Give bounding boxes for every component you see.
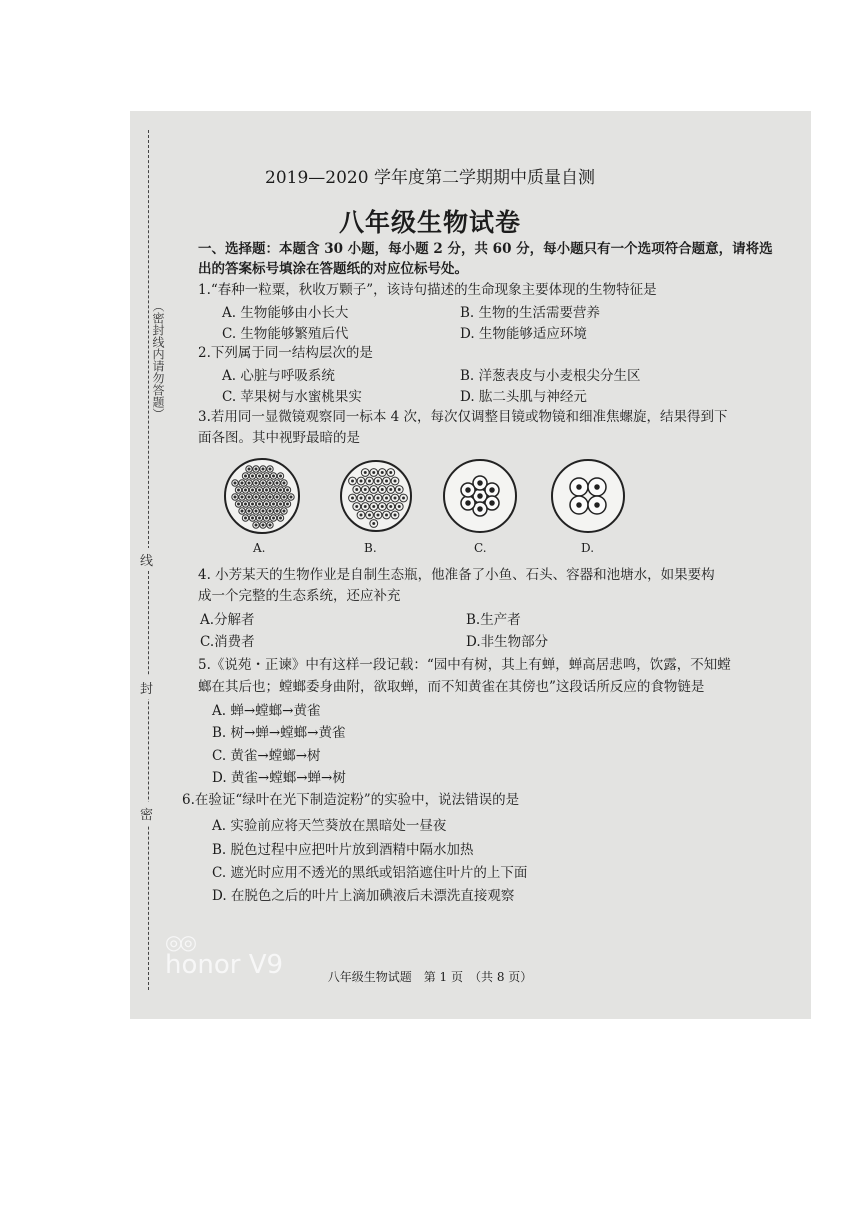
cell-nucleus xyxy=(234,496,236,498)
cell-nucleus xyxy=(377,480,379,482)
cell-nucleus xyxy=(386,514,388,516)
cell-nucleus xyxy=(269,468,271,470)
question-5-option-d: D. 黄雀→螳螂→蝉→树 xyxy=(212,770,346,786)
cell-nucleus xyxy=(255,524,257,526)
cell-nucleus xyxy=(273,489,275,491)
cell-nucleus xyxy=(352,497,354,499)
question-2-option-c: C. 苹果树与水蜜桃果实 xyxy=(222,389,362,405)
question-6-option-b: B. 脱色过程中应把叶片放到酒精中隔水加热 xyxy=(212,842,474,858)
cell-nucleus xyxy=(373,472,375,474)
question-5-option-b: B. 树→蝉→螳螂→黄雀 xyxy=(212,725,346,741)
cell-nucleus xyxy=(280,503,282,505)
cell-nucleus xyxy=(280,489,282,491)
cell-nucleus xyxy=(403,497,405,499)
cell-nucleus xyxy=(269,524,271,526)
question-1-option-a: A. 生物能够由小长大 xyxy=(222,305,349,321)
figure-label-c: C. xyxy=(474,541,487,555)
cell-nucleus xyxy=(248,468,250,470)
question-5-option-a: A. 蝉→螳螂→黄雀 xyxy=(212,703,321,719)
section-instructions: 一、选择题：本题含 30 小题，每小题 2 分，共 60 分，每小题只有一个选项符合题意，请将选出的答案标号填涂在答题纸的对应位标号处。 xyxy=(198,241,773,277)
cell-nucleus xyxy=(255,482,257,484)
cell-nucleus xyxy=(364,506,366,508)
camera-watermark xyxy=(165,930,284,980)
cell-nucleus xyxy=(273,503,275,505)
cell-nucleus xyxy=(369,514,371,516)
cell-nucleus xyxy=(262,482,264,484)
microscope-field-c xyxy=(440,456,520,536)
cell-nucleus xyxy=(478,507,482,511)
cell-nucleus xyxy=(262,496,264,498)
cell-nucleus xyxy=(490,501,494,505)
cell-nucleus xyxy=(252,503,254,505)
question-1-option-d: D. 生物能够适应环境 xyxy=(460,326,587,342)
cell-nucleus xyxy=(466,488,470,492)
question-6-option-a: A. 实验前应将天竺葵放在黑暗处一昼夜 xyxy=(212,818,447,834)
cell-nucleus xyxy=(398,506,400,508)
question-3-stem-line-2: 面各图。其中视野最暗的是 xyxy=(198,430,360,446)
cell-nucleus xyxy=(356,506,358,508)
figure-label-b: B. xyxy=(364,541,377,555)
question-1-stem: 1.“春种一粒粟，秋收万颗子”，该诗句描述的生命现象主要体现的生物特征是 xyxy=(198,282,657,298)
cell-nucleus xyxy=(373,489,375,491)
question-1-option-c: C. 生物能够繁殖后代 xyxy=(222,326,349,342)
question-6-option-d: D. 在脱色之后的叶片上滴加碘液后未漂洗直接观察 xyxy=(212,888,515,904)
cell-nucleus xyxy=(259,475,261,477)
question-6-option-c: C. 遮光时应用不透光的黑纸或铝箔遮住叶片的上下面 xyxy=(212,865,528,881)
cell-nucleus xyxy=(252,475,254,477)
question-4-option-d: D.非生物部分 xyxy=(466,634,549,650)
cell-nucleus xyxy=(360,497,362,499)
cell-nucleus xyxy=(234,482,236,484)
cell-nucleus xyxy=(595,503,599,507)
cell-nucleus xyxy=(259,517,261,519)
cell-nucleus xyxy=(390,472,392,474)
cell-nucleus xyxy=(269,482,271,484)
cell-nucleus xyxy=(238,489,240,491)
cell-nucleus xyxy=(252,489,254,491)
cell-nucleus xyxy=(577,485,581,489)
question-4-stem-line-2: 成一个完整的生态系统，还应补充 xyxy=(198,588,401,604)
cell-nucleus xyxy=(381,506,383,508)
question-4-stem-line-1: 4. 小芳某天的生物作业是自制生态瓶，他准备了小鱼、石头、容器和池塘水，如果要构 xyxy=(198,567,715,583)
cell-nucleus xyxy=(245,475,247,477)
cell-nucleus xyxy=(394,514,396,516)
question-1-option-b: B. 生物的生活需要营养 xyxy=(460,305,601,321)
question-2-stem: 2.下列属于同一结构层次的是 xyxy=(198,345,373,361)
question-2-option-b: B. 洋葱表皮与小麦根尖分生区 xyxy=(460,368,641,384)
cell-nucleus xyxy=(290,496,292,498)
cell-nucleus xyxy=(381,472,383,474)
cell-nucleus xyxy=(262,524,264,526)
page-footer: 八年级生物试题 第 1 页 （共 8 页） xyxy=(327,970,533,984)
cell-nucleus xyxy=(398,489,400,491)
cell-nucleus xyxy=(248,496,250,498)
cell-nucleus xyxy=(273,475,275,477)
cell-nucleus xyxy=(259,489,261,491)
binding-char-feng: 封 xyxy=(140,676,153,699)
cell-nucleus xyxy=(394,480,396,482)
question-4-option-a: A.分解者 xyxy=(200,612,255,628)
binding-char-mi: 密 xyxy=(140,802,153,825)
cell-nucleus xyxy=(377,514,379,516)
cell-nucleus xyxy=(364,472,366,474)
cell-nucleus xyxy=(262,468,264,470)
cell-nucleus xyxy=(280,475,282,477)
question-4-option-b: B.生产者 xyxy=(466,612,521,628)
cell-nucleus xyxy=(245,489,247,491)
cell-nucleus xyxy=(287,503,289,505)
cell-nucleus xyxy=(255,510,257,512)
cell-nucleus xyxy=(394,497,396,499)
camera-watermark-brand: honor V9 xyxy=(165,950,284,980)
cell-nucleus xyxy=(248,510,250,512)
microscope-field-d xyxy=(548,456,628,536)
cell-nucleus xyxy=(360,514,362,516)
cell-nucleus xyxy=(269,496,271,498)
cell-nucleus xyxy=(283,496,285,498)
cell-nucleus xyxy=(360,480,362,482)
question-2-option-d: D. 肱二头肌与神经元 xyxy=(460,389,587,405)
cell-nucleus xyxy=(276,510,278,512)
cell-nucleus xyxy=(373,523,375,525)
cell-nucleus xyxy=(280,517,282,519)
cell-nucleus xyxy=(595,485,599,489)
cell-nucleus xyxy=(259,503,261,505)
cell-nucleus xyxy=(276,496,278,498)
binding-char-xian: 线 xyxy=(140,548,153,571)
question-6-stem: 6.在验证“绿叶在光下制造淀粉”的实验中，说法错误的是 xyxy=(182,792,520,808)
cell-nucleus xyxy=(287,489,289,491)
cell-nucleus xyxy=(238,503,240,505)
cell-nucleus xyxy=(245,503,247,505)
cell-nucleus xyxy=(478,494,482,498)
cell-nucleus xyxy=(273,517,275,519)
cell-nucleus xyxy=(386,480,388,482)
cell-nucleus xyxy=(276,482,278,484)
question-2-option-a: A. 心脏与呼吸系统 xyxy=(222,368,335,384)
cell-nucleus xyxy=(490,488,494,492)
cell-nucleus xyxy=(245,517,247,519)
microscope-field-b xyxy=(336,456,416,536)
cell-nucleus xyxy=(386,497,388,499)
question-3-stem-line-1: 3.若用同一显微镜观察同一标本 4 次，每次仅调整目镜或物镜和细准焦螺旋，结果得到下 xyxy=(198,409,728,425)
binding-notice: （密封线内请勿答题） xyxy=(151,300,165,420)
cell-nucleus xyxy=(283,510,285,512)
cell-nucleus xyxy=(255,496,257,498)
cell-nucleus xyxy=(466,501,470,505)
cell-nucleus xyxy=(252,517,254,519)
cell-nucleus xyxy=(381,489,383,491)
cell-nucleus xyxy=(269,510,271,512)
figure-label-a: A. xyxy=(253,541,266,555)
cell-nucleus xyxy=(241,510,243,512)
cell-nucleus xyxy=(241,482,243,484)
cell-nucleus xyxy=(356,489,358,491)
cell-nucleus xyxy=(255,468,257,470)
cell-nucleus xyxy=(364,489,366,491)
cell-nucleus xyxy=(352,480,354,482)
cell-nucleus xyxy=(262,510,264,512)
cell-nucleus xyxy=(266,517,268,519)
question-5-option-c: C. 黄雀→螳螂→树 xyxy=(212,748,321,764)
cell-nucleus xyxy=(266,475,268,477)
figure-label-d: D. xyxy=(581,541,595,555)
cell-nucleus xyxy=(390,489,392,491)
cell-nucleus xyxy=(248,482,250,484)
cell-nucleus xyxy=(241,496,243,498)
cell-nucleus xyxy=(266,503,268,505)
cell-nucleus xyxy=(283,482,285,484)
cell-nucleus xyxy=(369,480,371,482)
exam-subject-title: 八年级生物试卷 xyxy=(338,208,521,237)
cell-nucleus xyxy=(266,489,268,491)
cell-nucleus xyxy=(373,506,375,508)
cell-nucleus xyxy=(369,497,371,499)
exam-term-title: 2019—2020 学年度第二学期期中质量自测 xyxy=(265,168,595,188)
cell-nucleus xyxy=(577,503,581,507)
question-5-stem-line-1: 5.《说苑・正谏》中有这样一段记载：“园中有树，其上有蝉，蝉高居悲鸣，饮露，不知螳 xyxy=(198,657,731,673)
cell-nucleus xyxy=(478,481,482,485)
microscope-field-a xyxy=(222,456,302,536)
camera-watermark-circles: ◎◎ xyxy=(165,930,194,954)
cell-nucleus xyxy=(377,497,379,499)
question-4-option-c: C.消费者 xyxy=(200,634,255,650)
question-5-stem-line-2: 螂在其后也；螳螂委身曲附，欲取蝉，而不知黄雀在其傍也”这段话所反应的食物链是 xyxy=(198,679,705,695)
cell-nucleus xyxy=(390,506,392,508)
